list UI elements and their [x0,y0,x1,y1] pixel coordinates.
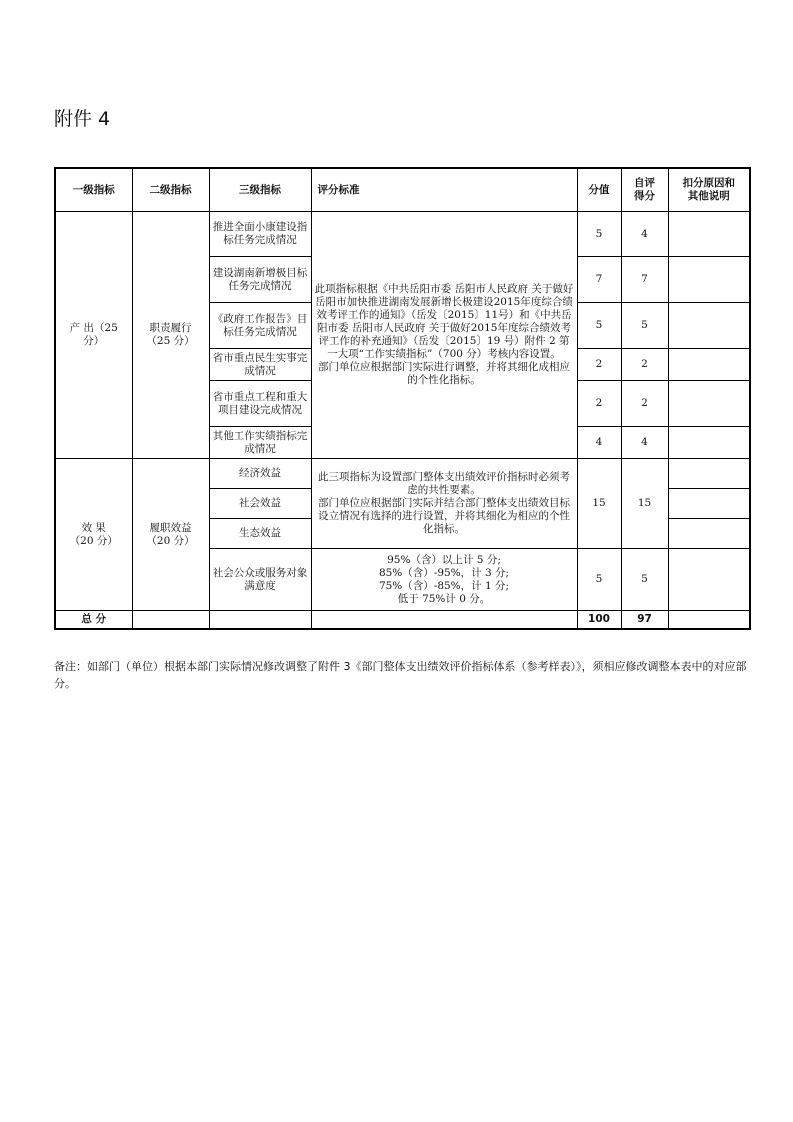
group2-self: 15 [621,459,668,549]
total-empty [209,611,311,629]
group2-level2: 履职效益 （20 分） [132,459,209,611]
table-row [55,459,750,489]
total-row [55,611,750,629]
group2-criteria: 此三项指标为设置部门整体支出绩效评价指标时必须考虑的共性要素。 部门单位应根据部门实际并结合部门整体支出绩效目标设立情况有选择的进行设置，并将其细化为相应的个性化指标。 [311,459,577,549]
group2-reason [668,489,750,519]
group2-reason [668,519,750,549]
header-level3: 三级指标 [209,168,311,212]
group1-self: 5 [621,303,668,349]
group2-level3: 社会效益 [209,489,311,519]
header-criteria: 评分标准 [311,168,577,212]
header-level1: 一级指标 [55,168,132,212]
group1-level2: 职责履行 （25 分） [132,212,209,459]
group1-reason [668,257,750,303]
group2-reason [668,459,750,489]
total-empty [668,611,750,629]
group1-level3: 推进全面小康建设指标任务完成情况 [209,212,311,257]
group2-level1: 效 果 （20 分） [55,459,132,611]
group1-level3: 省市重点工程和重大项目建设完成情况 [209,381,311,427]
group1-score: 7 [577,257,621,303]
footnote: 备注：如部门（单位）根据本部门实际情况修改调整了附件 3《部门整体支出绩效评价指标体系（参考样表）》，须相应修改调整本表中的对应部分。 [54,660,747,690]
group1-level3: 省市重点民生实事完成情况 [209,349,311,381]
total-score: 100 [577,611,621,629]
group1-level3: 建设湖南新增极目标任务完成情况 [209,257,311,303]
group1-score: 5 [577,303,621,349]
group1-self: 2 [621,381,668,427]
page-title: 附件 4 [54,108,111,130]
total-empty [132,611,209,629]
group1-criteria: 此项指标根据《中共岳阳市委 岳阳市人民政府 关于做好岳阳市加快推进湖南发展新增长极建设2015年度综合绩效考评工作的通知》（岳发〔2015〕11号）和《中共岳阳市委 岳阳市人民政府 关于做好2015年度综合绩效考评工作的补充通知》（岳发〔2015〕19 号）附件 2 第一大项“工作实绩指标”（700 分）考核内容设置。 部门单位应根据部门实际进行调整，并将其细化成相应的个性化指标。 [311,212,577,459]
group1-reason [668,303,750,349]
group1-self: 2 [621,349,668,381]
group1-score: 2 [577,349,621,381]
satisfaction-level3: 社会公众或服务对象满意度 [209,549,311,611]
group1-score: 2 [577,381,621,427]
group1-self: 7 [621,257,668,303]
group1-reason [668,427,750,459]
group1-reason [668,349,750,381]
total-self: 97 [621,611,668,629]
evaluation-table [54,167,751,630]
group1-score: 4 [577,427,621,459]
group2-level3: 生态效益 [209,519,311,549]
group2-level3: 经济效益 [209,459,311,489]
satisfaction-reason [668,549,750,611]
total-label: 总 分 [55,611,132,629]
group2-score: 15 [577,459,621,549]
group1-self: 4 [621,427,668,459]
table-row [55,212,750,257]
group1-level3: 其他工作实绩指标完成情况 [209,427,311,459]
group1-self: 4 [621,212,668,257]
group1-level1: 产 出（25 分） [55,212,132,459]
satisfaction-self: 5 [621,549,668,611]
header-row [55,168,750,212]
group1-reason [668,212,750,257]
total-empty [311,611,577,629]
header-level2: 二级指标 [132,168,209,212]
satisfaction-criteria: 95%（含）以上计 5 分; 85%（含）-95%，计 3 分; 75%（含）-85%，计 1 分; 低于 75%计 0 分。 [311,549,577,611]
group1-reason [668,381,750,427]
group1-level3: 《政府工作报告》目标任务完成情况 [209,303,311,349]
header-reason: 扣分原因和 其他说明 [668,168,750,212]
header-self-score: 自评 得分 [621,168,668,212]
satisfaction-score: 5 [577,549,621,611]
header-score: 分值 [577,168,621,212]
group1-score: 5 [577,212,621,257]
